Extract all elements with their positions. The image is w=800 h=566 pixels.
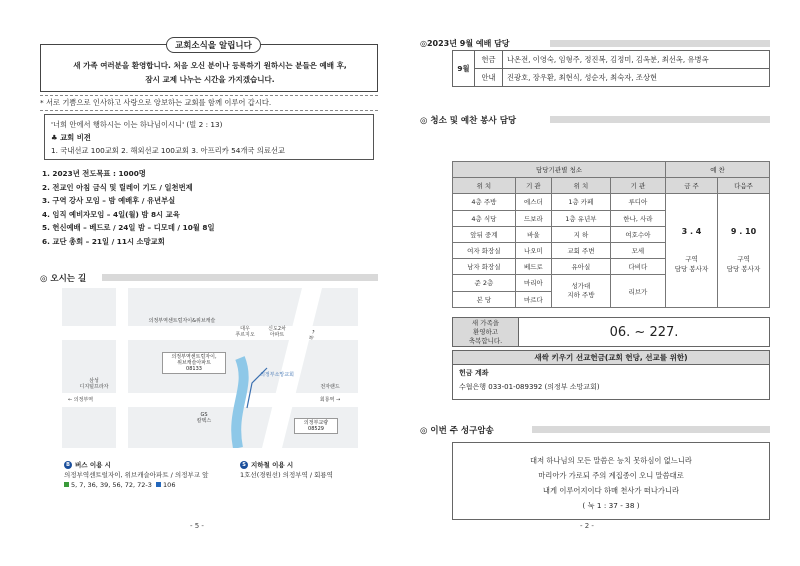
- plan-item: 1. 2023년 전도목표 : 1000명: [42, 169, 146, 178]
- recite-line: 대저 하나님의 모든 말씀은 능치 못하심이 없느니라: [530, 456, 692, 465]
- table-cell: 여호수아: [610, 226, 665, 242]
- subway-icon: S: [240, 461, 248, 469]
- bus-blue-lines: 106: [163, 481, 176, 489]
- table-cell: 루디아: [610, 194, 665, 210]
- bus-info: [64, 460, 224, 490]
- account-number: 수협은행 033-01-089392 (의정부 소망교회): [459, 383, 600, 391]
- vision-text: 1. 국내선교 100교회 2. 해외선교 100교회 3. 아프리카 54개국 의료선교: [51, 146, 285, 155]
- recite-line: 내게 이루어지이다 하매 천사가 떠나가니라: [542, 486, 680, 495]
- theme-verse: '너희 안에서 행하시는 이는 하나님이시니' (빌 2 : 13): [51, 120, 223, 129]
- table-cell: 바울: [515, 226, 551, 242]
- notice-line-2: 잠시 교제 나누는 시간을 가지겠습니다.: [145, 75, 275, 84]
- section-bar: [532, 426, 770, 433]
- plan-item: 3. 구역 강사 모임 – 밤 예배후 / 유년부실: [42, 196, 176, 205]
- yechan-head: 예 찬: [666, 162, 770, 178]
- role-cell: 헌금: [475, 51, 503, 69]
- col-head: 기 관: [515, 178, 551, 194]
- table-row: [453, 162, 770, 178]
- plan-item: 4. 임직 예비자모임 – 4일(월) 밤 8시 교육: [42, 209, 180, 219]
- greeting-note: * 서로 기쁨으로 인사하고 사랑으로 앙보하는 교회를 함께 이루어 갑시다.: [40, 98, 272, 107]
- subway-text: 1호선(경원선) 의정부역 / 회룡역: [240, 471, 333, 479]
- table-cell: 리브가: [610, 275, 665, 307]
- table-cell: 모세: [610, 242, 665, 258]
- map-station-right: 회룡역 →: [319, 397, 341, 403]
- col-head: 위 치: [453, 178, 516, 194]
- table-cell: 본 당: [453, 291, 516, 307]
- new-family-box: [452, 317, 770, 347]
- month-cell: 9월: [453, 51, 475, 87]
- names-cell: 진광호, 장우환, 최현식, 성순자, 최숙자, 조상현: [503, 69, 770, 87]
- table-cell: 에스더: [515, 194, 551, 210]
- table-cell: 앞뒤 중계: [453, 226, 516, 242]
- table-cell: 성가대 지하 주방: [551, 275, 610, 307]
- role-cell: 안내: [475, 69, 503, 87]
- vision-title: ♣ 교회 비젼: [51, 133, 91, 142]
- table-row: [453, 194, 770, 210]
- plan-list: [42, 167, 215, 248]
- col-head: 금 주: [666, 178, 718, 194]
- map-church-label: 의정부소망교회: [260, 372, 294, 378]
- map-post-box: 의정부교량 08529: [294, 418, 338, 434]
- col-head: 위 치: [551, 178, 610, 194]
- map-station-left: ← 의정부역: [68, 397, 94, 403]
- section-bar: [550, 40, 770, 47]
- offering-box: [452, 350, 770, 400]
- plan-item: 5. 헌신예배 – 베드로 / 24일 밤 – 디모데 / 10월 8일: [42, 223, 215, 232]
- subway-title: 지하철 이용 시: [251, 461, 294, 469]
- map-label-sindong: 신도2차 아파트: [268, 326, 286, 338]
- bus-green-lines: 5, 7, 36, 39, 56, 72, 72-3: [71, 481, 152, 489]
- table-row: [453, 178, 770, 194]
- table-cell: 여자 화장실: [453, 242, 516, 258]
- clean-group-head: 담당기관별 청소: [453, 162, 666, 178]
- col-head: 다음주: [718, 178, 770, 194]
- this-week-date: 3 . 4: [681, 227, 702, 237]
- notice-box: [40, 41, 378, 92]
- table-row: [453, 51, 770, 69]
- worship-table: [452, 50, 770, 87]
- clean-table: [452, 161, 770, 308]
- table-cell: 나오미: [515, 242, 551, 258]
- table-cell: 1층 유년부: [551, 210, 610, 226]
- table-cell: 다비다: [610, 259, 665, 275]
- table-cell: 마르다: [515, 291, 551, 307]
- worship-title: ◎2023년 9월 예배 담당: [420, 39, 510, 48]
- table-cell: 교회 주변: [551, 242, 610, 258]
- green-bus-icon: [64, 482, 69, 487]
- table-cell: 한나, 사라: [610, 210, 665, 226]
- map-label-jeonja: 전자랜드: [320, 384, 340, 390]
- map-apt-box: 의정부역센트럴자이, 위브캐슬아파트 08133: [162, 352, 226, 374]
- table-cell: 4층 주방: [453, 194, 516, 210]
- notice-title: 교회소식을 알립니다: [166, 37, 261, 53]
- notice-text: [47, 59, 373, 87]
- new-family-value: 06. ~ 227.: [609, 324, 679, 340]
- names-cell: 나온전, 이영숙, 임형주, 정진복, 김정미, 김옥분, 최선옥, 유병옥: [503, 51, 770, 69]
- recite-line: 마리아가 가로되 주의 계집종이 오니 말씀대로: [538, 471, 684, 480]
- notice-line-1: 새 가족 여러분을 환영합니다. 처음 오신 분이나 등록하기 원하시는 분들은 예배 후,: [73, 61, 347, 70]
- col-head: 기 관: [610, 178, 665, 194]
- new-family-label: 새 가족을 환영하고 축복합니다.: [453, 318, 519, 346]
- next-week-date: 9 . 10: [730, 227, 757, 237]
- map-label-top-road: 의정부역센트럴자이&위브캐슬: [148, 318, 216, 324]
- plan-item: 6. 교단 총회 – 21일 / 11시 소망교회: [42, 236, 165, 246]
- table-cell: 4층 식당: [453, 210, 516, 226]
- table-row: [453, 69, 770, 87]
- divider: [40, 110, 378, 111]
- map: [62, 288, 358, 448]
- left-page: [40, 30, 380, 550]
- table-cell: 드보라: [515, 210, 551, 226]
- clean-title: ◎ 청소 및 예찬 봉사 담당: [420, 116, 517, 126]
- table-cell: 1층 카페: [551, 194, 610, 210]
- recite-box: [452, 442, 770, 520]
- blue-bus-icon: [156, 482, 161, 487]
- table-cell: 남자 화장실: [453, 259, 516, 275]
- table-cell: 지 하: [551, 226, 610, 242]
- offering-title: 새싹 키우기 선교헌금(교회 헌당, 선교를 위한): [453, 351, 769, 365]
- bus-stop: 의정부역센트럴자이, 위브캐슬아파트 / 의정부교 앞: [64, 471, 209, 479]
- next-week-cell: [718, 194, 770, 307]
- section-bar: [102, 274, 378, 281]
- this-week-who: 구역 담당 봉사자: [674, 255, 709, 274]
- table-cell: 준 2층: [453, 275, 516, 291]
- page-number-left: - 5 -: [190, 522, 204, 530]
- table-cell: 마리아: [515, 275, 551, 291]
- plan-item: 2. 전교인 아침 금식 및 릴레이 기도 / 일천번제: [42, 182, 193, 192]
- bus-title: 버스 이용 시: [75, 461, 111, 469]
- this-week-cell: [666, 194, 718, 307]
- recite-ref: ( 눅 1 : 37 - 38 ): [582, 501, 640, 510]
- map-label-daewoo: 대우 푸르지오: [235, 326, 255, 338]
- page-number-right: - 2 -: [580, 522, 594, 530]
- subway-info: [240, 460, 380, 480]
- directions-title: ◎ 오시는 길: [40, 274, 87, 284]
- recite-title: ◎ 이번 주 성구암송: [420, 426, 494, 436]
- map-north: 북 →: [308, 329, 318, 341]
- map-label-samsung: 삼성 디지털프라자: [79, 378, 109, 390]
- map-label-gs: GS 칼텍스: [196, 412, 212, 424]
- right-page: [420, 30, 780, 550]
- next-week-who: 구역 담당 봉사자: [726, 255, 761, 274]
- section-bar: [550, 116, 770, 123]
- vision-box: [44, 114, 374, 160]
- table-cell: 유아실: [551, 259, 610, 275]
- divider: [40, 95, 378, 96]
- account-label: 헌금 계좌: [459, 369, 489, 377]
- table-cell: 베드로: [515, 259, 551, 275]
- bus-icon: B: [64, 461, 72, 469]
